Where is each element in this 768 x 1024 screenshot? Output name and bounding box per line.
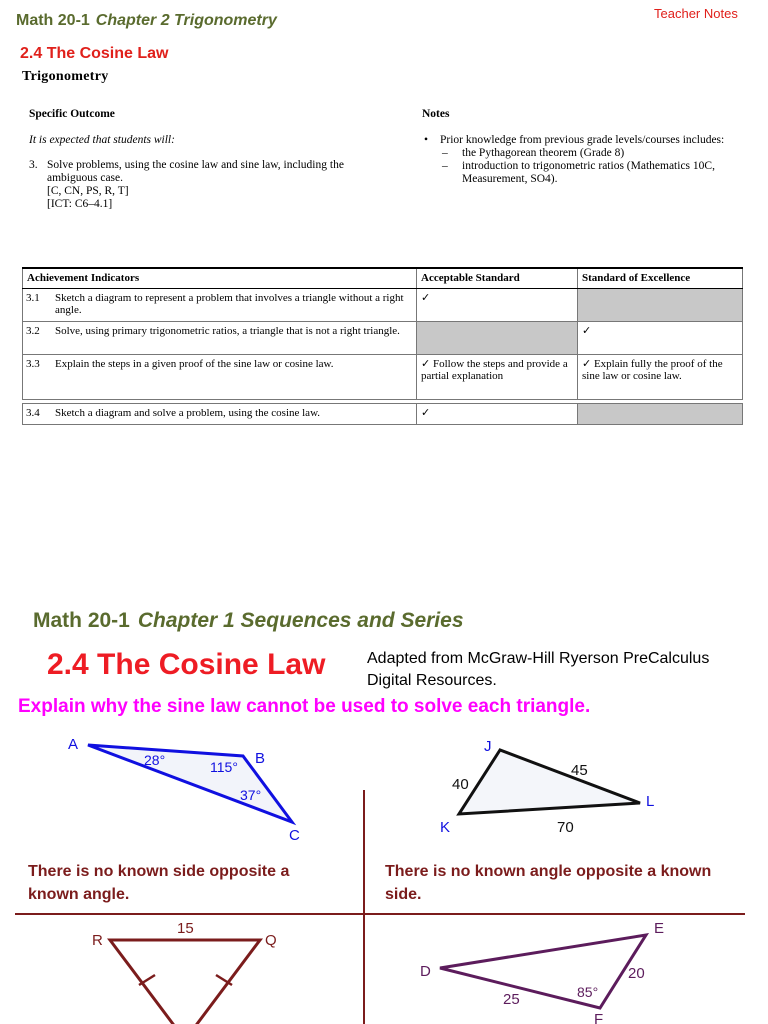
triangle-def-shape — [440, 935, 646, 1008]
indicator-text: Sketch a diagram and solve a problem, using the cosine law. — [55, 406, 321, 419]
header-indicators: Achievement Indicators — [23, 268, 417, 288]
side-df-label: 25 — [503, 991, 520, 1008]
course-label: Math 20-1 — [16, 12, 90, 29]
dash-icon: – — [442, 147, 448, 159]
excellence-cell: ✓ Explain fully the proof of the sine law or cosine law. — [578, 354, 743, 399]
notes-subitem: – introduction to trigonometric ratios (Mathematics 10C, Measurement, SO4). — [442, 160, 715, 185]
vertex-r-label: R — [92, 932, 103, 949]
angle-a-label: 28° — [144, 752, 166, 768]
vertex-j-label: J — [484, 738, 492, 755]
reason-right: There is no known angle opposite a known side. — [385, 863, 712, 903]
acceptable-cell: ✓ — [417, 288, 578, 321]
outcome-ict: [ICT: C6–4.1] — [47, 198, 113, 210]
side-ef-label: 20 — [628, 965, 645, 982]
triangle-rq-shape — [110, 940, 260, 1024]
teacher-notes-label: Teacher Notes — [654, 6, 738, 21]
section-title: 2.4 The Cosine Law — [20, 45, 169, 62]
outcome-expectation: It is expected that students will: — [29, 134, 175, 146]
vertex-a-label: A — [68, 736, 79, 753]
topic-title: Trigonometry — [22, 69, 109, 84]
outcome-text: Solve problems, using the cosine law and sine law, including the ambiguous case. — [47, 159, 344, 184]
side-rq-label: 15 — [177, 920, 194, 937]
outcome-number: 3. — [29, 159, 38, 171]
excellence-cell: ✓ — [578, 321, 743, 354]
acceptable-cell: ✓ — [417, 403, 578, 424]
angle-f-label: 85° — [577, 984, 599, 1000]
vertex-b-label: B — [255, 750, 266, 767]
notes-subitem: – the Pythagorean theorem (Grade 8) — [442, 147, 625, 159]
course-label: Math 20-1 — [33, 609, 130, 632]
chapter-label: Chapter 2 Trigonometry — [95, 12, 277, 29]
reason-left: There is no known side opposite a known angle. — [28, 863, 290, 903]
chapter-label: Chapter 1 Sequences and Series — [137, 609, 464, 632]
vertex-c-label: C — [289, 827, 300, 844]
side-jl-label: 45 — [571, 762, 588, 779]
indicator-text: Sketch a diagram to represent a problem that involves a triangle without a right angle. — [55, 291, 404, 316]
adapted-note: Adapted from McGraw-Hill Ryerson PreCalculus Digital Resources. — [367, 650, 710, 689]
indicator-number: 3.1 — [26, 291, 40, 304]
vertex-d-label: D — [420, 963, 431, 980]
notes-bullet: • Prior knowledge from previous grade levels/courses includes: — [424, 134, 725, 146]
indicator-number: 3.3 — [26, 357, 40, 370]
triangle-rq — [92, 920, 277, 1024]
triangle-abc — [68, 736, 300, 844]
angle-c-label: 37° — [240, 787, 262, 803]
vertex-q-label: Q — [265, 932, 277, 949]
triangle-def — [420, 920, 664, 1024]
vertex-e-label: E — [654, 920, 665, 937]
acceptable-cell: ✓ Follow the steps and provide a partial explanation — [417, 354, 578, 399]
indicator-text: Solve, using primary trigonometric ratios, a triangle that is not a right triangle. — [55, 324, 400, 337]
triangle-jkl-shape — [459, 750, 640, 814]
section2-title: 2.4 The Cosine Law — [47, 648, 326, 681]
header-excellence: Standard of Excellence — [578, 268, 743, 288]
vertex-k-label: K — [440, 819, 451, 836]
vertex-f-label: F — [594, 1011, 604, 1024]
triangle-jkl — [440, 738, 654, 836]
vertex-l-label: L — [646, 793, 655, 810]
explain-prompt: Explain why the sine law cannot be used to solve each triangle. — [18, 696, 591, 717]
indicator-number: 3.4 — [26, 406, 40, 419]
outcome-title: Specific Outcome — [29, 108, 115, 120]
angle-b-label: 115° — [210, 759, 238, 775]
side-jk-label: 40 — [452, 776, 469, 793]
dash-icon: – — [442, 160, 448, 172]
bullet-icon: • — [424, 134, 429, 146]
notes-title: Notes — [422, 108, 450, 120]
indicator-number: 3.2 — [26, 324, 40, 337]
side-kl-label: 70 — [557, 819, 574, 836]
header-acceptable: Acceptable Standard — [417, 268, 578, 288]
outcome-codes: [C, CN, PS, R, T] — [47, 185, 129, 197]
indicator-text: Explain the steps in a given proof of the sine law or cosine law. — [55, 357, 334, 370]
